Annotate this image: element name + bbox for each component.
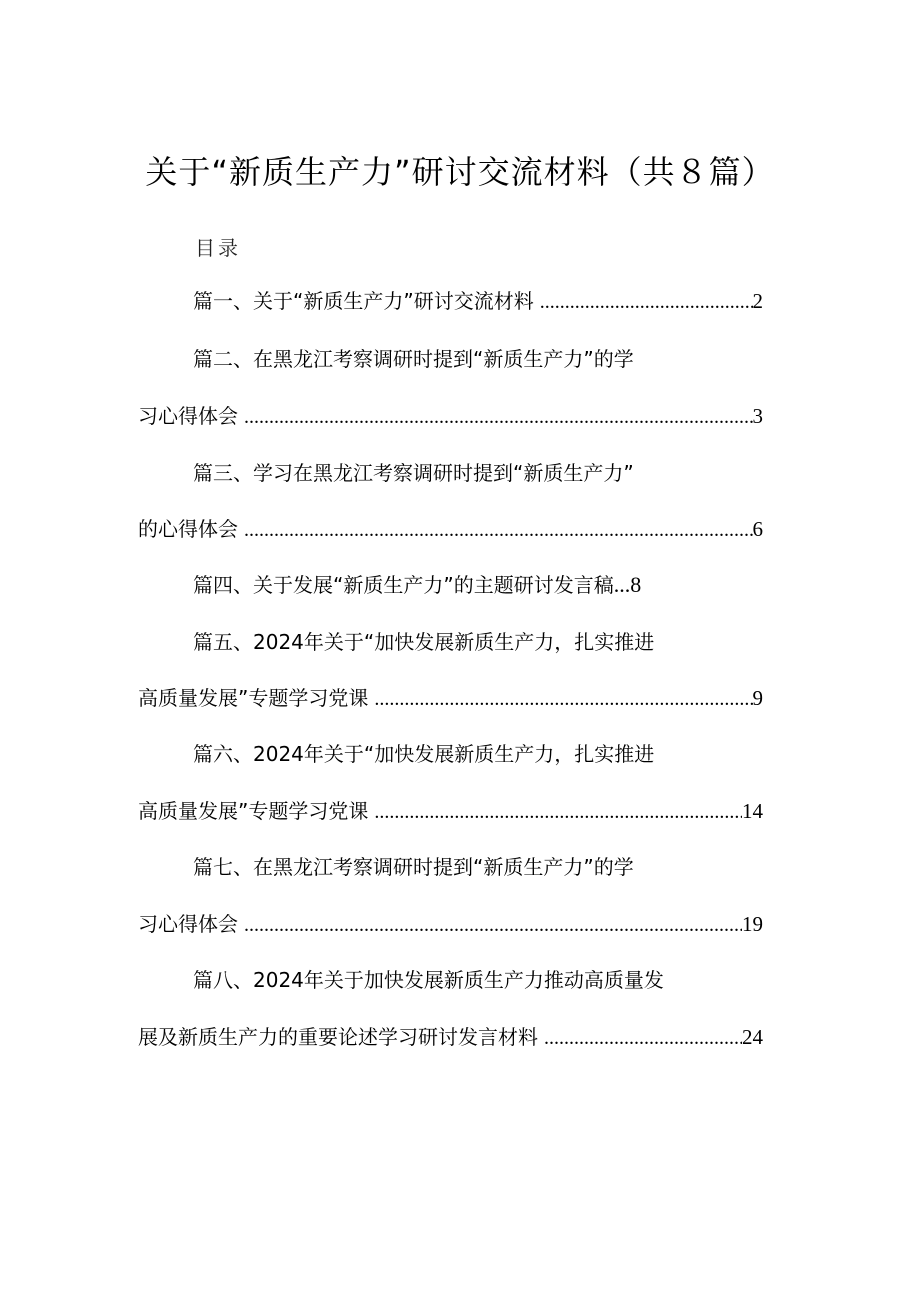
toc-entry-title: 篇四、关于发展“新质生产力”的主题研讨发言稿 <box>193 573 614 597</box>
page-title: 关于“新质生产力”研讨交流材料（共８篇） <box>145 153 775 191</box>
toc-entry-8[interactable] <box>138 957 763 1003</box>
toc-page-number: 6 <box>752 517 763 541</box>
toc-page-number: 24 <box>742 1025 763 1049</box>
toc-entry-5[interactable] <box>138 619 763 665</box>
toc-page-number: 9 <box>752 686 763 710</box>
toc-entry-title-cont: 的心得体会 <box>138 517 238 541</box>
toc-entry-title-cont: 展及新质生产力的重要论述学习研讨发言材料 <box>138 1025 538 1049</box>
toc-entry-2-continuation[interactable] <box>138 393 763 439</box>
toc-entry-3-continuation[interactable] <box>138 506 763 552</box>
toc-entry-title: 篇五、2024年关于“加快发展新质生产力，扎实推进 <box>193 630 655 654</box>
toc-page-number: 14 <box>742 799 763 823</box>
toc-entry-2[interactable] <box>138 336 763 382</box>
toc-entry-1[interactable] <box>138 278 763 324</box>
toc-entry-8-continuation[interactable] <box>138 1014 763 1060</box>
toc-entry-4[interactable] <box>138 562 763 608</box>
toc-leader-dots <box>244 394 753 440</box>
toc-leader-dots <box>374 789 742 835</box>
toc-entry-title-cont: 习心得体会 <box>138 912 238 936</box>
toc-entry-title: 篇一、关于“新质生产力”研讨交流材料 <box>193 289 534 313</box>
toc-leader-dots <box>244 902 742 948</box>
toc-entry-title: 篇三、学习在黑龙江考察调研时提到“新质生产力” <box>193 461 634 485</box>
toc-entry-title: 篇六、2024年关于“加快发展新质生产力，扎实推进 <box>193 742 655 766</box>
toc-entry-title: 篇二、在黑龙江考察调研时提到“新质生产力”的学 <box>193 347 634 371</box>
toc-entry-title-cont: 习心得体会 <box>138 404 238 428</box>
toc-entry-7[interactable] <box>138 844 763 890</box>
toc-entry-5-continuation[interactable] <box>138 675 763 721</box>
toc-page-number: 2 <box>752 289 763 313</box>
toc-leader-dots <box>544 1015 742 1061</box>
toc-entry-title-cont: 高质量发展”专题学习党课 <box>138 686 369 710</box>
toc-entry-6-continuation[interactable] <box>138 788 763 834</box>
toc-entry-6[interactable] <box>138 731 763 777</box>
toc-leader-dots <box>374 676 752 722</box>
toc-leader-dots <box>244 507 753 553</box>
toc-entry-3[interactable] <box>138 450 763 496</box>
toc-entry-title-cont: 高质量发展”专题学习党课 <box>138 799 369 823</box>
toc-entry-title: 篇七、在黑龙江考察调研时提到“新质生产力”的学 <box>193 855 634 879</box>
toc-page-number: 19 <box>742 912 763 936</box>
toc-entry-7-continuation[interactable] <box>138 901 763 947</box>
toc-entry-title: 篇八、2024年关于加快发展新质生产力推动高质量发 <box>193 968 664 992</box>
toc-ellipsis: ... <box>613 572 631 597</box>
toc-page-number: 3 <box>752 404 763 428</box>
toc-leader-dots <box>540 279 753 325</box>
toc-page-number: 8 <box>630 572 642 597</box>
toc-heading: 目录 <box>195 236 241 260</box>
